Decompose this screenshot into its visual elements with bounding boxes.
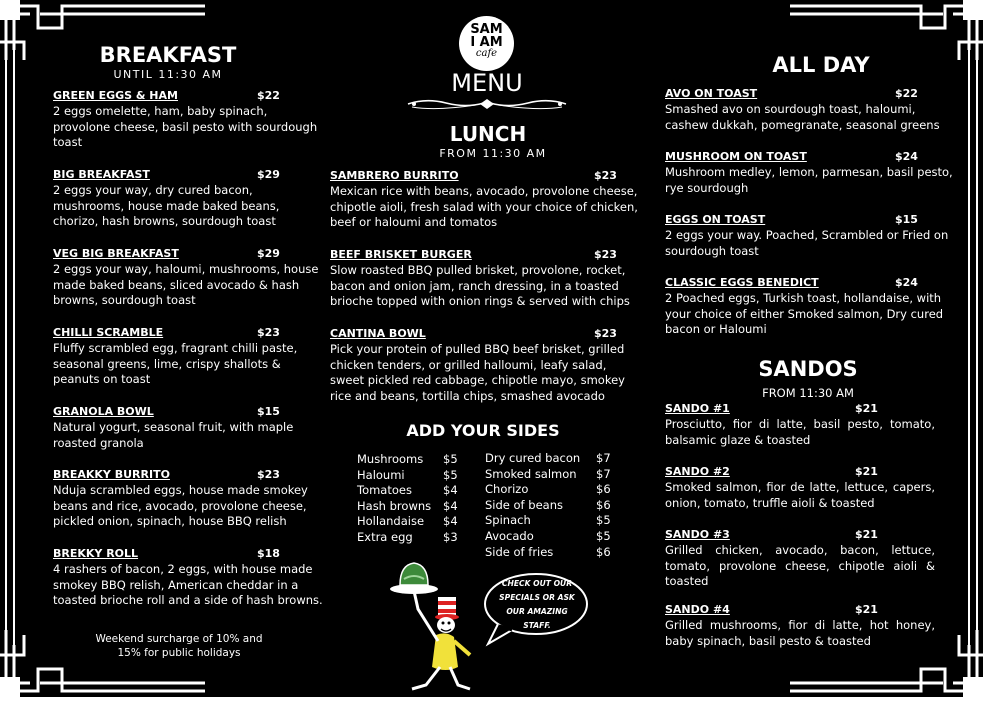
side-name: Chorizo [485, 482, 529, 497]
item-name: CANTINA BOWL [330, 327, 426, 340]
side-name: Tomatoes [357, 483, 412, 498]
cafe-logo-icon [459, 16, 514, 71]
item-description: Smoked salmon, fior de latte, lettuce, capers, onion, tomato, truffle aioli & toasted [665, 480, 935, 510]
sandos-item [665, 603, 935, 649]
side-price: $5 [443, 452, 458, 466]
lunch-item [330, 248, 640, 310]
breakfast-item [53, 326, 325, 388]
item-name: SANDO #3 [665, 528, 730, 541]
side-name: Hollandaise [357, 514, 425, 529]
all-day-item [665, 213, 957, 259]
lunch-item [330, 327, 640, 404]
sandos-item [665, 528, 935, 590]
breakfast-subtitle: UNTIL 11:30 AM [113, 68, 223, 81]
item-price: $23 [594, 327, 617, 340]
logo-line-1: SAM [470, 22, 503, 37]
side-name: Avocado [485, 528, 534, 543]
item-name: VEG BIG BREAKFAST [53, 247, 179, 260]
item-description: 2 eggs omelette, ham, baby spinach, provolone cheese, basil pesto with sourdough toast [53, 104, 318, 150]
breakfast-item [53, 247, 325, 309]
item-name: SAMBRERO BURRITO [330, 169, 459, 182]
side-name: Spinach [485, 513, 531, 528]
all-day-title: ALL DAY [772, 53, 870, 77]
item-description: Grilled mushrooms, fior di latte, hot honey, baby spinach, basil pesto & toasted [665, 618, 935, 648]
item-description: 2 Poached eggs, Turkish toast, hollandaise, with your choice of either Smoked salmon, Dry cured bacon or Haloumi [665, 291, 944, 337]
bubble-line-2: SPECIALS OR ASK [499, 593, 575, 602]
sides-left-list [357, 452, 463, 546]
item-price: $23 [257, 468, 280, 481]
lunch-item [330, 169, 640, 231]
item-description: Mushroom medley, lemon, parmesan, basil pesto, rye sourdough [665, 165, 953, 195]
side-item [357, 452, 463, 468]
item-name: SANDO #2 [665, 465, 730, 478]
side-item [357, 499, 463, 515]
side-name: Haloumi [357, 467, 405, 482]
item-name: GREEN EGGS & HAM [53, 89, 178, 102]
lunch-title: LUNCH [449, 122, 527, 146]
item-name: BREKKY ROLL [53, 547, 139, 560]
sides-right-list [485, 451, 616, 560]
item-price: $23 [594, 248, 617, 261]
all-day-item [665, 150, 957, 196]
item-name: AVO ON TOAST [665, 87, 758, 100]
side-price: $6 [596, 482, 611, 497]
logo-line-2: I AM [470, 35, 503, 50]
side-price: $5 [596, 528, 611, 543]
item-price: $23 [594, 169, 617, 182]
item-price: $21 [855, 603, 878, 616]
item-price: $15 [257, 405, 280, 418]
item-name: EGGS ON TOAST [665, 213, 766, 226]
bubble-line-4: STAFF. [523, 621, 551, 630]
item-name: BEEF BRISKET BURGER [330, 248, 472, 261]
side-price: $4 [443, 483, 458, 498]
item-price: $23 [257, 326, 280, 339]
surcharge-line-1: Weekend surcharge of 10% and [95, 633, 263, 645]
side-item [357, 530, 463, 546]
item-description: Prosciutto, fior di latte, basil pesto, tomato, balsamic glaze & toasted [665, 417, 935, 447]
side-name: Side of beans [485, 497, 563, 512]
speech-bubble-text [494, 577, 580, 633]
all-day-item [665, 87, 957, 133]
item-price: $21 [855, 465, 878, 478]
side-price: $7 [596, 451, 611, 465]
item-price: $22 [895, 87, 918, 100]
item-description: 2 eggs your way. Poached, Scrambled or Fried on sourdough toast [665, 228, 949, 258]
side-item [485, 545, 616, 561]
side-price: $6 [596, 497, 611, 512]
breakfast-item [53, 168, 325, 230]
item-description: Pick your protein of pulled BBQ beef brisket, grilled chicken tenders, or grilled halloumi, leafy salad, sweet pickled red cabbage, chipotle mayo, smokey rice and beans, tortilla chips, smashed avocado [330, 342, 625, 403]
surcharge-note [53, 632, 305, 660]
item-price: $29 [257, 168, 280, 181]
item-name: MUSHROOM ON TOAST [665, 150, 807, 163]
item-description: Natural yogurt, seasonal fruit, with maple roasted granola [53, 420, 294, 450]
breakfast-title: BREAKFAST [99, 43, 237, 67]
surcharge-line-2: 15% for public holidays [117, 647, 241, 659]
side-name: Side of fries [485, 544, 554, 559]
side-name: Smoked salmon [485, 466, 577, 481]
breakfast-item [53, 405, 325, 451]
menu-title: MENU [451, 69, 523, 97]
logo-script: cafe [475, 48, 498, 59]
side-item [485, 482, 616, 498]
side-item [485, 451, 616, 467]
side-name: Extra egg [357, 529, 413, 544]
waiter-character-illustration [388, 545, 480, 693]
bubble-line-3: OUR AMAZING [506, 607, 568, 616]
item-description: Smashed avo on sourdough toast, haloumi, cashew dukkah, pomegranate, seasonal greens [665, 102, 940, 132]
side-price: $5 [596, 513, 611, 528]
item-price: $24 [895, 276, 918, 289]
item-price: $29 [257, 247, 280, 260]
side-item [485, 529, 616, 545]
side-item [357, 514, 463, 530]
item-price: $15 [895, 213, 918, 226]
side-price: $3 [443, 529, 458, 544]
item-description: 4 rashers of bacon, 2 eggs, with house made smokey BBQ relish, American cheddar in a toasted brioche roll and a side of hash browns. [53, 562, 323, 608]
item-description: Nduja scrambled eggs, house made smokey beans and rice, avocado, provolone cheese, pickled onion, spinach, house BBQ relish [53, 483, 308, 529]
item-name: SANDO #4 [665, 603, 730, 616]
item-description: Grilled chicken, avocado, bacon, lettuce, tomato, provolone cheese, chipotle aioli & toasted [665, 543, 935, 589]
side-price: $7 [596, 466, 611, 481]
item-name: BREAKKY BURRITO [53, 468, 170, 481]
item-description: 2 eggs your way, haloumi, mushrooms, house made baked beans, sliced avocado & hash browns, sourdough toast [53, 262, 319, 308]
scroll-ornament-icon [406, 95, 568, 113]
item-description: Slow roasted BBQ pulled brisket, provolone, rocket, bacon and onion jam, ranch dressing, in a toasted brioche topped with onion rings & served with chips [330, 263, 630, 309]
side-item [485, 498, 616, 514]
side-item [485, 467, 616, 483]
item-price: $18 [257, 547, 280, 560]
item-price: $21 [855, 528, 878, 541]
item-description: Fluffy scrambled egg, fragrant chilli paste, seasonal greens, lime, crispy shallots & peanuts on toast [53, 341, 298, 387]
item-description: 2 eggs your way, dry cured bacon, mushrooms, house made baked beans, chorizo, hash browns, sourdough toast [53, 183, 280, 229]
sides-title: ADD YOUR SIDES [406, 421, 560, 440]
item-price: $24 [895, 150, 918, 163]
breakfast-item [53, 468, 325, 530]
sandos-item [665, 402, 935, 448]
lunch-subtitle: FROM 11:30 AM [439, 147, 547, 160]
side-item [485, 513, 616, 529]
sandos-item [665, 465, 935, 511]
item-price: $22 [257, 89, 280, 102]
side-name: Hash browns [357, 498, 432, 513]
item-name: CLASSIC EGGS BENEDICT [665, 276, 819, 289]
item-name: GRANOLA BOWL [53, 405, 154, 418]
item-price: $21 [855, 402, 878, 415]
breakfast-column [53, 42, 323, 81]
side-price: $4 [443, 514, 458, 529]
side-price: $4 [443, 498, 458, 513]
sandos-title: SANDOS [758, 357, 858, 381]
side-item [357, 483, 463, 499]
side-price: $6 [596, 544, 611, 559]
side-name: Mushrooms [357, 452, 424, 466]
all-day-item [665, 276, 957, 338]
breakfast-item [53, 547, 325, 609]
side-item [357, 468, 463, 484]
side-name: Dry cured bacon [485, 451, 581, 465]
bubble-line-1: CHECK OUT OUR [501, 579, 573, 588]
item-name: SANDO #1 [665, 402, 730, 415]
item-name: BIG BREAKFAST [53, 168, 150, 181]
item-name: CHILLI SCRAMBLE [53, 326, 164, 339]
breakfast-item [53, 89, 325, 151]
side-price: $5 [443, 467, 458, 482]
item-description: Mexican rice with beans, avocado, provolone cheese, chipotle aioli, fresh salad with your choice of chicken, beef or haloumi and tomatos [330, 184, 638, 230]
sandos-subtitle: FROM 11:30 AM [762, 386, 854, 400]
